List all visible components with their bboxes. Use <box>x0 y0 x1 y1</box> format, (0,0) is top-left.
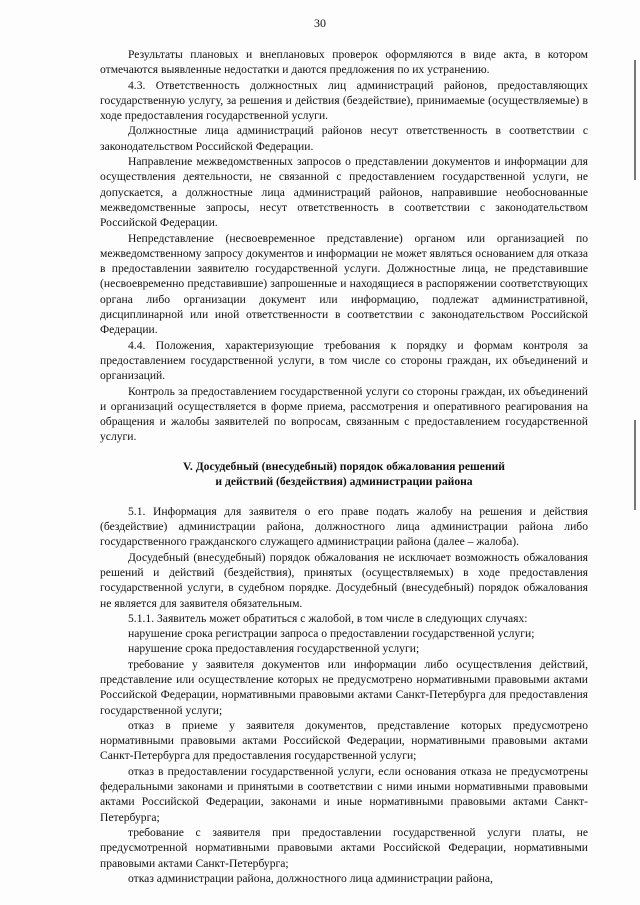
list-item: отказ в приеме у заявителя документов, представление которых предусмотрено нормативными правовыми актами Российской Федерации, нормативными правовыми актами Санкт-Петербурга для предоставления государственной услуги; <box>100 718 588 763</box>
section-heading-line-1: V. Досудебный (внесудебный) порядок обжалования решений <box>183 459 505 473</box>
paragraph: Направление межведомственных запросов о представлении документов и информации для осуществления деятельности, не связанной с предоставлением государственной услуги, не допускается, а должностные лица администраций районов, направившие необоснованные межведомственные запросы, несут ответственность в соответствии с законодательством Российской Федерации. <box>100 155 588 230</box>
paragraph: 4.3. Ответственность должностных лиц администраций районов, предоставляющих государственную услугу, за решения и действия (бездействие), принимаемые (осуществляемые) в ходе предоставления государственной услуги. <box>100 78 588 123</box>
paragraph: Непредставление (несвоевременное представление) органом или организацией по межведомственному запросу документов и информации не может являться основанием для отказа в предоставлении заявителю государственной услуги. Должностные лица, не представившие (несвоевременно представившие) запрошенные и находящиеся в распоряжении соответствующих органа либо организации документ или информацию, подлежат административной, дисциплинарной или иной ответственности в соответствии с законодательством Российской Федерации. <box>100 231 588 337</box>
list-item: требование у заявителя документов или информации либо осуществления действий, представление или осуществление которых не предусмотрено нормативными правовыми актами Российской Федерации, нормативными правовыми актами Санкт-Петербурга для предоставления государственной услуги; <box>100 657 588 717</box>
paragraph: 4.4. Положения, характеризующие требования к порядку и формам контроля за предоставлением государственной услуги, в том числе со стороны граждан, их объединений и организаций. <box>100 338 588 383</box>
paragraph: Должностные лица администраций районов несут ответственность в соответствии с законодательством Российской Федерации. <box>100 124 588 153</box>
list-item: требование с заявителя при предоставлении государственной услуги платы, не предусмотренной нормативными правовыми актами Российской Федерации, нормативными правовыми актами Санкт-Петербурга; <box>100 825 588 870</box>
document-body <box>100 47 588 886</box>
scan-edge-mark <box>634 60 636 180</box>
paragraph: Результаты плановых и внеплановых проверок оформляются в виде акта, в котором отмечаются выявленные недостатки и даются предложения по их устранению. <box>100 48 588 77</box>
paragraph: Досудебный (внесудебный) порядок обжалования не исключает возможность обжалования решений и действий (бездействия), принятых (осуществляемых) в ходе предоставления государственной услуги, в судебном порядке. Досудебный (внесудебный) порядок обжалования не является для заявителя обязательным. <box>100 550 588 610</box>
paragraph: 5.1. Информация для заявителя о его праве подать жалобу на решения и действия (бездействие) администрации района, должностного лица администрации района либо государственного гражданского служащего администрации района (далее – жалоба). <box>100 504 588 549</box>
section-heading-line-2: и действий (бездействия) администрации района <box>215 475 473 489</box>
paragraph: Контроль за предоставлением государственной услуги со стороны граждан, их объединений и организаций осуществляется в форме приема, рассмотрения и оперативного реагирования на обращения и жалобы заявителей по вопросам, связанным с предоставлением государственной услуги. <box>100 384 588 444</box>
page-number: 30 <box>314 16 326 30</box>
section-heading <box>100 459 588 490</box>
list-item: нарушение срока регистрации запроса о предоставлении государственной услуги; <box>128 627 535 641</box>
scan-edge-mark <box>634 420 636 510</box>
list-item: нарушение срока предоставления государственной услуги; <box>128 642 420 656</box>
list-item: отказ в предоставлении государственной услуги, если основания отказа не предусмотрены федеральными законами и принятыми в соответствии с ними иными нормативными правовыми актами Российской Федерации, законами и иные нормативными правовыми актами Санкт-Петербурга; <box>100 764 588 824</box>
paragraph: 5.1.1. Заявитель может обратиться с жалобой, в том числе в следующих случаях: <box>128 611 528 625</box>
list-item: отказ администрации района, должностного лица администрации района, <box>128 871 493 885</box>
